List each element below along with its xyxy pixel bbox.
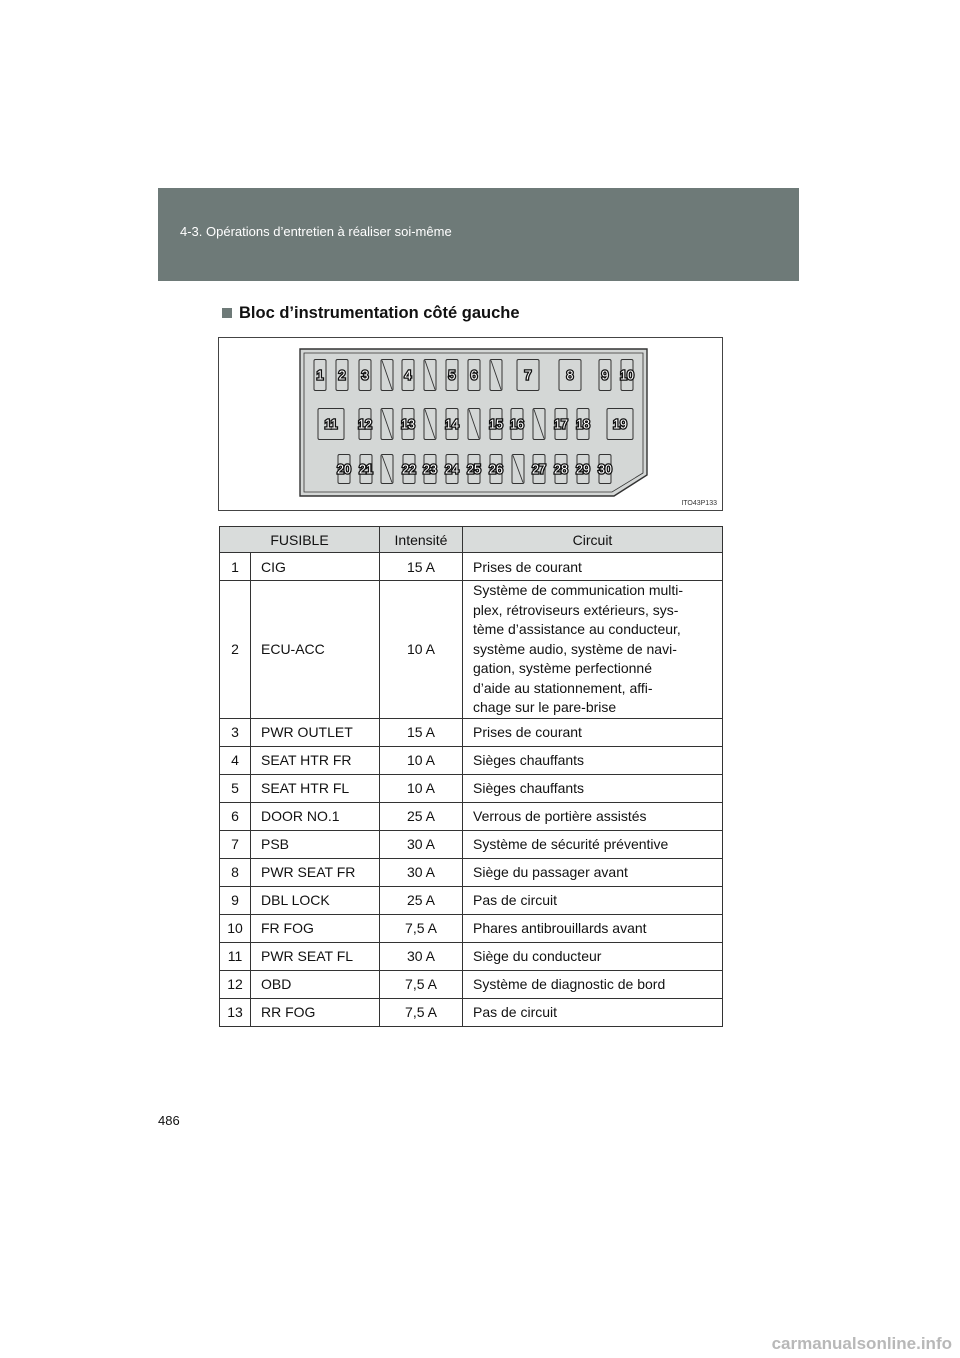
fuse-number: 11 xyxy=(220,942,251,970)
fuse-number: 10 xyxy=(220,914,251,942)
table-row xyxy=(220,914,723,942)
table-row xyxy=(220,942,723,970)
table-row xyxy=(220,746,723,774)
fuse-label: 7 xyxy=(524,368,532,383)
fuse-label: 17 xyxy=(554,417,568,432)
fuse-name: DBL LOCK xyxy=(251,886,380,914)
fuse-amperage: 7,5 A xyxy=(380,914,463,942)
header-amperage: Intensité xyxy=(380,527,463,553)
fuse-number: 2 xyxy=(220,581,251,719)
fuse-amperage: 30 A xyxy=(380,858,463,886)
table-row xyxy=(220,802,723,830)
fuse-circuit: Système de sécurité préventive xyxy=(463,830,723,858)
fuse-circuit: Sièges chauffants xyxy=(463,774,723,802)
fuse-number: 9 xyxy=(220,886,251,914)
circuit-line: plex, rétroviseurs extérieurs, sys- xyxy=(473,601,679,618)
fuse-name: RR FOG xyxy=(251,998,380,1026)
fuse-name: SEAT HTR FR xyxy=(251,746,380,774)
fuse-number: 8 xyxy=(220,858,251,886)
fuse-label: 10 xyxy=(620,368,634,383)
fuse-circuit: Prises de courant xyxy=(463,553,723,581)
table-row xyxy=(220,998,723,1026)
fuse-circuit: Siège du conducteur xyxy=(463,942,723,970)
fuse-amperage: 7,5 A xyxy=(380,970,463,998)
fuse-number: 3 xyxy=(220,718,251,746)
fuse-circuit: Phares antibrouillards avant xyxy=(463,914,723,942)
circuit-line: gation, système perfectionné xyxy=(473,660,652,676)
fuse-label: 9 xyxy=(601,368,609,383)
circuit-line: système audio, système de navi- xyxy=(473,640,677,657)
fuse-circuit xyxy=(463,581,723,719)
fuse-label: 26 xyxy=(489,462,503,477)
circuit-line: tème d’assistance au conducteur, xyxy=(473,621,681,637)
section-title-text: Bloc d’instrumentation côté gauche xyxy=(239,304,520,322)
fuse-number: 12 xyxy=(220,970,251,998)
fuse-number: 7 xyxy=(220,830,251,858)
fuse-name: CIG xyxy=(251,553,380,581)
table-row xyxy=(220,830,723,858)
fuse-amperage: 10 A xyxy=(380,581,463,719)
table-row xyxy=(220,970,723,998)
circuit-line: chage sur le pare-brise xyxy=(473,699,617,715)
fuse-label: 14 xyxy=(445,417,459,432)
fuse-label: 5 xyxy=(448,368,456,383)
fuse-amperage: 30 A xyxy=(380,830,463,858)
fuse-label: 12 xyxy=(358,417,372,432)
fuse-label: 11 xyxy=(324,417,338,432)
table-row xyxy=(220,553,723,581)
fuse-name: SEAT HTR FL xyxy=(251,774,380,802)
fuse-number: 13 xyxy=(220,998,251,1026)
fuse-label: 15 xyxy=(489,417,503,432)
fuse-name: DOOR NO.1 xyxy=(251,802,380,830)
fuse-amperage: 10 A xyxy=(380,774,463,802)
fuse-name: PWR SEAT FR xyxy=(251,858,380,886)
figure-code: ITO43P133 xyxy=(681,500,717,507)
fuse-circuit: Système de diagnostic de bord xyxy=(463,970,723,998)
fuse-label: 6 xyxy=(470,368,478,383)
header-fuse: FUSIBLE xyxy=(220,527,380,553)
header-circuit: Circuit xyxy=(463,527,723,553)
fuse-label: 13 xyxy=(401,417,415,432)
chapter-breadcrumb: 4-3. Opérations d’entretien à réaliser soi-même xyxy=(180,224,452,239)
table-row xyxy=(220,718,723,746)
fuse-amperage: 15 A xyxy=(380,553,463,581)
fuse-label: 27 xyxy=(532,462,546,477)
fuse-label: 1 xyxy=(316,368,324,383)
page-number: 486 xyxy=(158,1113,180,1128)
table-row xyxy=(220,886,723,914)
fuse-label: 19 xyxy=(613,417,627,432)
fuse-box-diagram xyxy=(219,338,722,510)
fuse-name: PWR SEAT FL xyxy=(251,942,380,970)
fuse-amperage: 25 A xyxy=(380,886,463,914)
table-header-row xyxy=(220,527,723,553)
fuse-label: 25 xyxy=(467,462,481,477)
table-row xyxy=(220,581,723,719)
fuse-amperage: 10 A xyxy=(380,746,463,774)
fuse-label: 18 xyxy=(576,417,590,432)
fuse-label: 8 xyxy=(566,368,574,383)
fuse-label: 20 xyxy=(337,462,351,477)
fuse-label: 22 xyxy=(402,462,416,477)
fuse-label: 2 xyxy=(338,368,346,383)
fuse-label: 3 xyxy=(361,368,369,383)
fuse-label: 29 xyxy=(576,462,590,477)
fuse-name: FR FOG xyxy=(251,914,380,942)
fuse-label: 4 xyxy=(404,368,412,383)
site-watermark: carmanualsonline.info xyxy=(771,1334,952,1353)
circuit-line: d’aide au stationnement, affi- xyxy=(473,679,653,696)
chapter-header-band xyxy=(158,188,799,281)
fuse-table xyxy=(219,526,723,1027)
fuse-label: 30 xyxy=(598,462,612,477)
bullet-square-icon xyxy=(222,308,232,318)
fuse-label: 28 xyxy=(554,462,568,477)
table-row xyxy=(220,858,723,886)
section-title xyxy=(222,304,520,323)
fuse-name: PSB xyxy=(251,830,380,858)
fuse-circuit: Pas de circuit xyxy=(463,998,723,1026)
fuse-circuit: Verrous de portière assistés xyxy=(463,802,723,830)
fuse-name: PWR OUTLET xyxy=(251,718,380,746)
fuse-number: 5 xyxy=(220,774,251,802)
fuse-number: 6 xyxy=(220,802,251,830)
fuse-amperage: 15 A xyxy=(380,718,463,746)
fuse-circuit: Pas de circuit xyxy=(463,886,723,914)
fuse-amperage: 25 A xyxy=(380,802,463,830)
table-row xyxy=(220,774,723,802)
fuse-label: 23 xyxy=(423,462,437,477)
fuse-number: 1 xyxy=(220,553,251,581)
fuse-amperage: 30 A xyxy=(380,942,463,970)
fuse-circuit: Prises de courant xyxy=(463,718,723,746)
fuse-label: 16 xyxy=(510,417,524,432)
fuse-label: 24 xyxy=(445,462,459,477)
fuse-circuit: Siège du passager avant xyxy=(463,858,723,886)
fuse-amperage: 7,5 A xyxy=(380,998,463,1026)
circuit-line: Système de communication multi- xyxy=(473,582,684,598)
fuse-name: OBD xyxy=(251,970,380,998)
fuse-label: 21 xyxy=(359,462,373,477)
fuse-box-figure xyxy=(218,337,723,511)
fuse-name: ECU-ACC xyxy=(251,581,380,719)
fuse-number: 4 xyxy=(220,746,251,774)
fuse-circuit: Sièges chauffants xyxy=(463,746,723,774)
